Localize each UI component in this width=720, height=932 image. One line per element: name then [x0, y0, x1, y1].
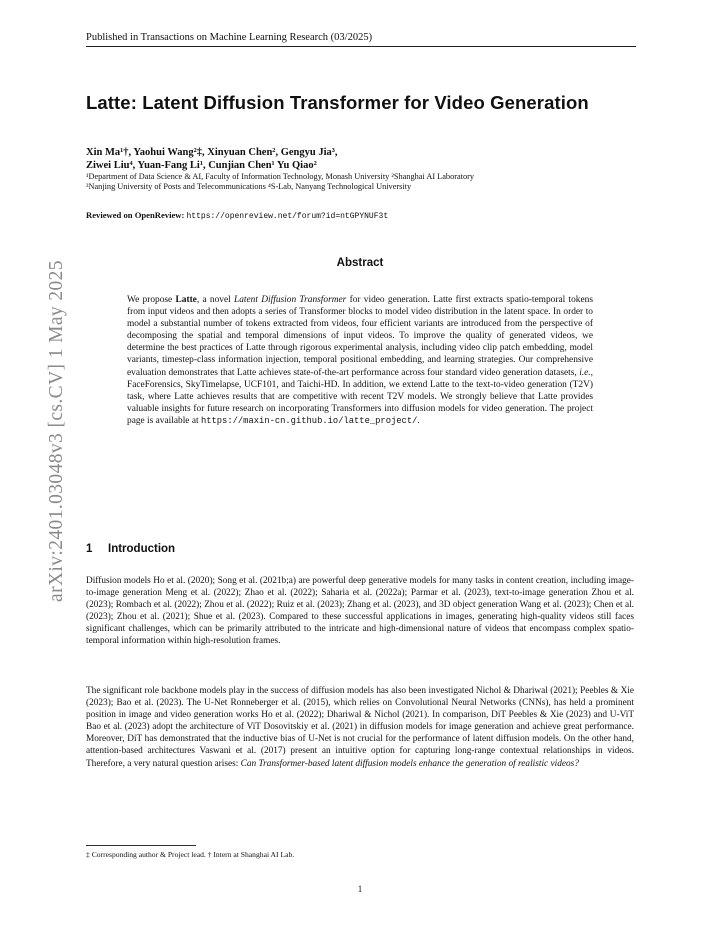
intro-paragraph-1: Diffusion models Ho et al. (2020); Song et al. (2021b;a) are powerful deep generative models for many tasks in content creation, including image-to-image generation Meng et al. (2022); Zhao et al. (2022); Saharia et al. (2022a); Parmar et al. (2023), text-to-image generation Zhou et al. (2023); Rombach et al. (2022); Zhou et al. (2022); Ruiz et al. (2023); Zhang et al. (2023), and 3D object generation Wang et al. (2023); Chen et al. (2023); Zhou et al. (2021); Shue et al. (2023). Compared to these successful applications in images, generating high-quality videos still faces significant challenges, which can be primarily attributed to the intricate and high-dimensional nature of videos that encompass complex spatio-temporal information within high-resolution frames.: [86, 576, 634, 647]
abstract-emphasis: i.e.: [579, 367, 591, 378]
arxiv-identifier: arXiv:2401.03048v3 [cs.CV] 1 May 2025: [46, 260, 67, 602]
section-title: Introduction: [108, 543, 176, 555]
abstract-part: for video generation. Latte first extracts spatio-temporal tokens from input videos and then adopts a series of Transformer blocks to model video distribution in the latent space. In order to model a substantial number of tokens extracted from videos, four efficient variants are introduced from the perspective of decomposing the spatial and temporal dimensions of input videos. To improve the quality of generated videos, we determine the best practices of Latte through rigorous experimental analysis, including video clip patch embedding, model variants, timestep-class information injection, temporal positional embedding, and learning strategies. Our comprehensive evaluation demonstrates that Latte achieves state-of-the-art performance across four standard video generation datasets,: [127, 295, 593, 378]
page-number: 1: [357, 884, 363, 894]
openreview-link[interactable]: https://openreview.net/forum?id=ntGPYNUF3t: [186, 212, 389, 221]
authors-line-1: Xin Ma¹†, Yaohui Wang²‡, Xinyuan Chen², Gengyu Jia³,: [86, 147, 338, 158]
footnote-rule: [86, 845, 196, 846]
running-header: Published in Transactions on Machine Learning Research (03/2025): [86, 32, 636, 47]
author-list: [86, 146, 646, 172]
intro-paragraph-2: [86, 685, 634, 770]
affiliation-line-1: ¹Department of Data Science & AI, Faculty of Information Technology, Monash University ²Shanghai AI Laboratory: [86, 172, 475, 181]
paragraph-text: The significant role backbone models play in the success of diffusion models has also been investigated Nichol & Dhariwal (2021); Peebles & Xie (2023); Bao et al. (2023). The U-Net Ronneberger et al. (2015), which relies on Convolutional Neural Networks (CNNs), has held a prominent position in image and video generation works Ho et al. (2022); Dhariwal & Nichol (2021). In comparison, DiT Peebles & Xie (2023) and U-ViT Bao et al. (2023) adopt the architecture of ViT Dosovitskiy et al. (2021) in diffusion models for image generation and achieve great performance. Moreover, DiT has demonstrated that the inductive bias of U-Net is not crucial for the performance of latent diffusion models. On the other hand, attention-based architectures Vaswani et al. (2017) present an intuitive option for capturing long-range contextual relationships in videos. Therefore, a very natural question arises:: [86, 686, 634, 769]
abstract-part: , FaceForensics, SkyTimelapse, UCF101, and Taichi-HD. In addition, we extend Latte to the text-to-video generation (T2V) task, where Latte achieves results that are competitive with recent T2V models. We strongly believe that Latte provides valuable insights for future research on incorporating Transformers into diffusion models for video generation. The project page is available at: [127, 367, 593, 426]
abstract-part: .: [417, 415, 420, 426]
abstract-model-name: Latte: [175, 295, 197, 305]
affiliation-line-2: ³Nanjing University of Posts and Telecommunications ⁴S-Lab, Nanyang Technological University: [86, 182, 412, 191]
authors-line-2: Ziwei Liu⁴, Yuan-Fang Li¹, Cunjian Chen¹ Yu Qiao²: [86, 160, 317, 171]
section-heading: [86, 543, 646, 555]
research-question: Can Transformer-based latent diffusion models enhance the generation of realistic videos?: [240, 758, 579, 769]
affiliations: [86, 172, 646, 192]
abstract-heading: Abstract: [336, 257, 384, 269]
abstract-emphasis: Latent Diffusion Transformer: [234, 295, 347, 305]
abstract-text: [127, 294, 593, 427]
project-page-link[interactable]: https://maxin-cn.github.io/latte_project/: [200, 415, 418, 426]
footnote: ‡ Corresponding author & Project lead. † Intern at Shanghai AI Lab.: [86, 850, 295, 859]
abstract-part: , a novel: [196, 295, 235, 305]
review-line: [86, 210, 646, 221]
abstract-part: We propose: [127, 295, 176, 305]
paper-title: Latte: Latent Diffusion Transformer for Video Generation: [86, 92, 589, 113]
review-label: Reviewed on OpenReview:: [86, 210, 185, 220]
section-number: 1: [86, 543, 93, 555]
